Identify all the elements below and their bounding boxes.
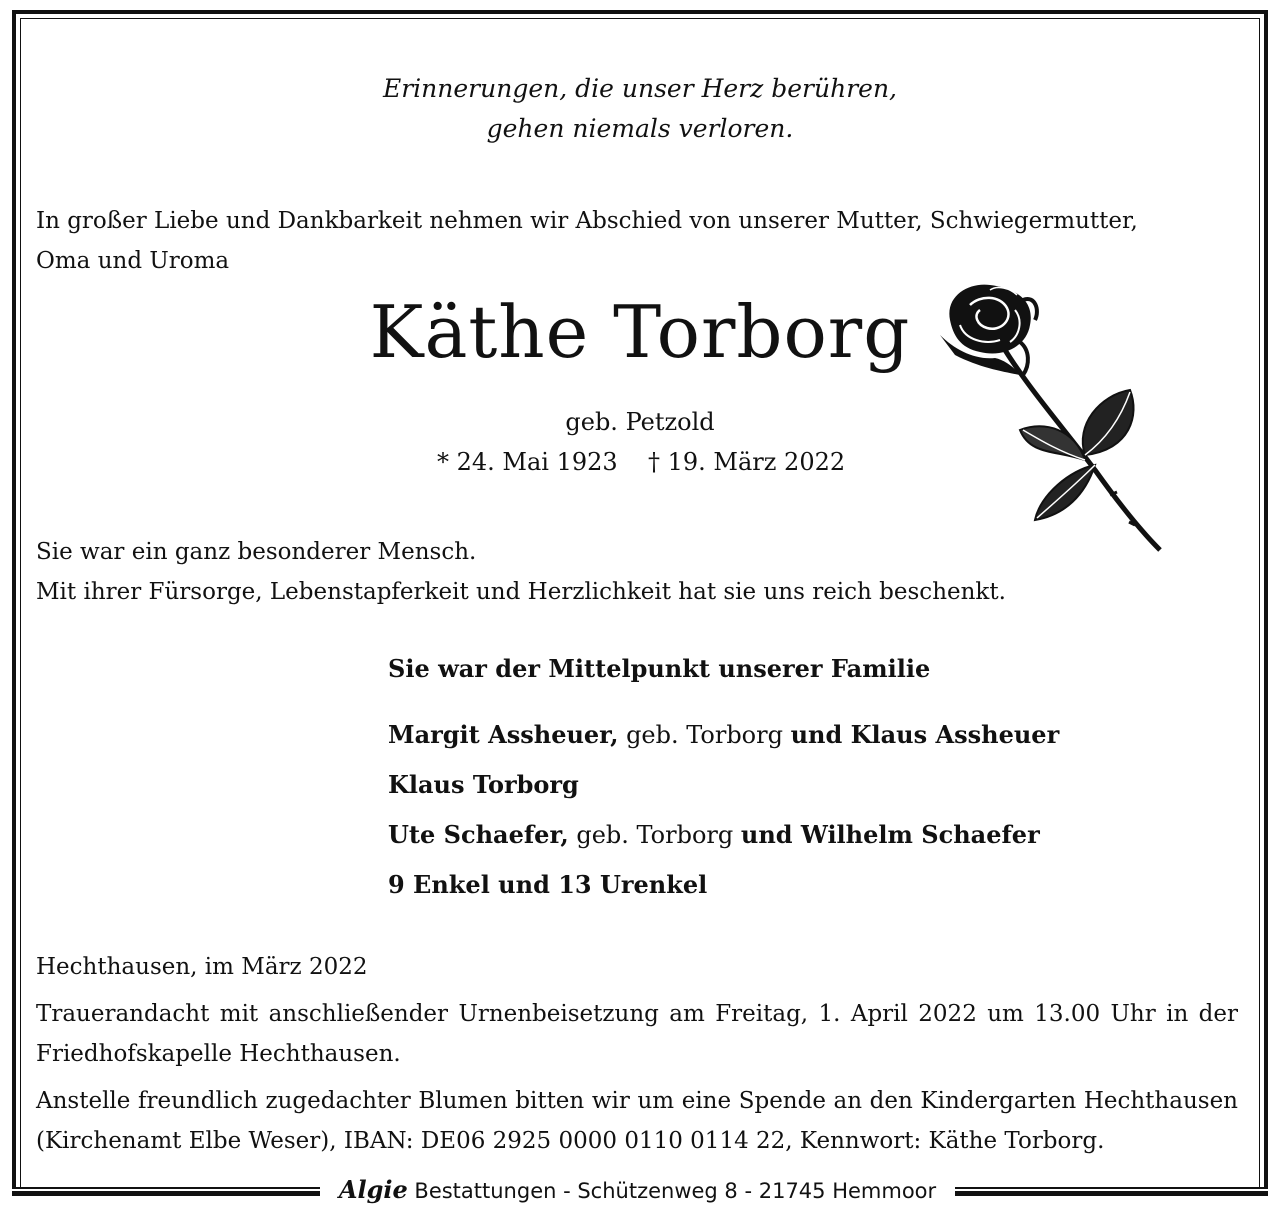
family-row-1 [388, 720, 1059, 749]
quote-line-1: Erinnerungen, die unser Herz berühren, [382, 74, 897, 103]
birth-date: * 24. Mai 1923 [437, 448, 618, 476]
funeral-home-logo: Algie [338, 1175, 408, 1204]
mourner-name: Margit Assheuer, [388, 720, 619, 749]
mourner-birth-name: geb. Torborg [618, 721, 791, 749]
mourner-name: Ute Schaefer, [388, 820, 569, 849]
mourner-birth-name: geb. Torborg [568, 821, 741, 849]
birth-name: geb. Petzold [565, 408, 715, 436]
deceased-name: Käthe Torborg [369, 290, 911, 374]
mourner-spouse: und Klaus Assheuer [790, 720, 1060, 749]
funeral-home-footer [320, 1174, 955, 1206]
service-info: Trauerandacht mit anschließender Urnenbeisetzung am Freitag, 1. April 2022 um 13.00 Uhr in der Friedhofskapelle Hechthausen. [36, 1001, 1238, 1067]
donation-info: Anstelle freundlich zugedachter Blumen bitten wir um eine Spende an den Kindergarten Hechthausen (Kirchenamt Elbe Weser), IBAN: DE06 2925 0000 0110 0114 22, Kennwort: Käthe Torborg. [36, 1088, 1238, 1154]
family-row-3 [388, 820, 1040, 849]
rose-icon [935, 280, 1165, 555]
tribute-line-1: Sie war ein ganz besonderer Mensch. [36, 539, 477, 565]
tribute-line-2: Mit ihrer Fürsorge, Lebenstapferkeit und Herzlichkeit hat sie uns reich beschenkt. [36, 579, 1006, 605]
family-row-2: Klaus Torborg [388, 770, 579, 799]
intro-line-1: In großer Liebe und Dankbarkeit nehmen wir Abschied von unserer Mutter, Schwiegermutter, [36, 208, 1138, 234]
place-date: Hechthausen, im März 2022 [36, 954, 368, 980]
family-heading: Sie war der Mittelpunkt unserer Familie [388, 654, 931, 683]
mourner-spouse: und Wilhelm Schaefer [740, 820, 1040, 849]
intro-line-2: Oma und Uroma [36, 248, 230, 274]
footer-rule-right [953, 1187, 1268, 1193]
family-row-4: 9 Enkel und 13 Urenkel [388, 870, 708, 899]
quote-line-2: gehen niemals verloren. [486, 114, 794, 143]
footer-rule-left [12, 1187, 322, 1193]
death-date: † 19. März 2022 [648, 448, 846, 476]
funeral-home-address: Bestattungen - Schützenweg 8 - 21745 Hemmoor [407, 1179, 937, 1203]
